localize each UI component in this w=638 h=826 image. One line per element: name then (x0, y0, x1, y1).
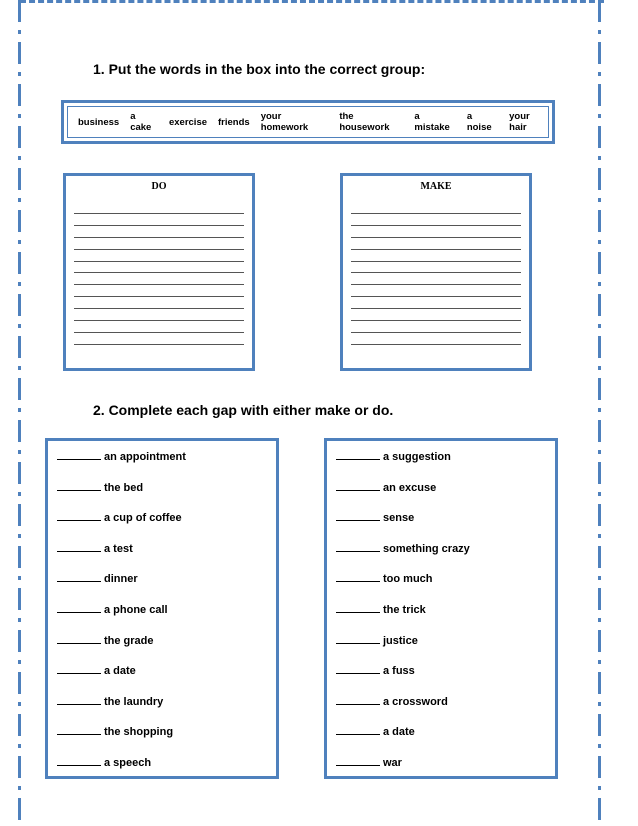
gap-blank[interactable] (57, 695, 101, 705)
page-border-left (18, 0, 21, 826)
word-item: a mistake (414, 111, 450, 133)
section2-heading: 2. Complete each gap with either make or do. (93, 402, 394, 418)
gap-blank[interactable] (336, 664, 380, 674)
gap-item (57, 664, 136, 677)
gap-blank[interactable] (57, 725, 101, 735)
word-item: a noise (466, 111, 492, 133)
gap-blank[interactable] (57, 450, 101, 460)
page-border-top (20, 0, 604, 9)
word-item: friends (218, 116, 250, 128)
gap-item (336, 542, 470, 555)
gap-blank[interactable] (336, 511, 380, 521)
gap-item (57, 695, 163, 708)
gap-item (336, 511, 414, 524)
gap-phrase: a crossword (383, 695, 448, 708)
gap-blank[interactable] (57, 481, 101, 491)
gap-phrase: a suggestion (383, 451, 451, 463)
gap-phrase: sense (383, 512, 415, 525)
gap-box-left (45, 438, 279, 779)
gap-phrase: the trick (383, 604, 426, 616)
gap-item (57, 511, 182, 524)
gap-blank[interactable] (336, 572, 380, 582)
gap-item (57, 572, 138, 585)
gap-phrase: something crazy (383, 542, 470, 555)
gap-phrase: a fuss (383, 665, 415, 678)
gap-blank[interactable] (336, 481, 380, 491)
section1-heading: 1. Put the words in the box into the correct group: (93, 61, 426, 77)
gap-item (336, 695, 448, 708)
gap-phrase: the laundry (104, 695, 164, 708)
gap-item (57, 450, 186, 463)
gap-phrase: an excuse (383, 481, 437, 494)
gap-blank[interactable] (336, 725, 380, 735)
gap-phrase: war (383, 757, 402, 769)
gap-item (57, 634, 154, 647)
gap-phrase: the bed (104, 481, 144, 494)
gap-phrase: too much (383, 573, 433, 586)
gap-item (336, 725, 415, 738)
gap-item (336, 481, 436, 494)
word-box (61, 100, 555, 144)
gap-phrase: dinner (104, 573, 138, 586)
page-border-right (598, 0, 601, 826)
gap-phrase: a cup of coffee (104, 512, 182, 525)
gap-blank[interactable] (57, 572, 101, 582)
word-list (67, 106, 549, 138)
gap-phrase: the grade (104, 634, 154, 647)
gap-phrase: the shopping (104, 726, 174, 739)
gap-blank[interactable] (57, 634, 101, 644)
gap-item (336, 664, 415, 677)
gap-blank[interactable] (336, 695, 380, 705)
gap-blank[interactable] (57, 756, 101, 766)
gap-blank[interactable] (57, 603, 101, 613)
gap-blank[interactable] (336, 603, 380, 613)
gap-phrase: a phone call (104, 604, 168, 616)
do-group-title: DO (151, 181, 167, 192)
gap-blank[interactable] (336, 542, 380, 552)
gap-phrase: a date (383, 726, 415, 739)
gap-phrase: a speech (104, 757, 152, 769)
gap-blank[interactable] (57, 542, 101, 552)
gap-item (336, 756, 402, 769)
gap-item (57, 725, 173, 738)
gap-phrase: justice (383, 634, 418, 647)
gap-item (57, 481, 143, 494)
make-group-title: MAKE (420, 181, 452, 192)
gap-blank[interactable] (336, 756, 380, 766)
gap-item (336, 603, 426, 616)
do-group-box (63, 173, 255, 371)
gap-item (57, 542, 133, 555)
word-item: your hair (509, 111, 530, 133)
gap-blank[interactable] (57, 664, 101, 674)
gap-item (336, 634, 418, 647)
word-item: your homework (260, 111, 309, 133)
gap-phrase: an appointment (104, 451, 186, 463)
gap-item (336, 572, 433, 585)
gap-item (57, 603, 168, 616)
gap-phrase: a test (104, 542, 133, 555)
gap-item (57, 756, 151, 769)
gap-blank[interactable] (336, 634, 380, 644)
word-item: a cake (130, 111, 152, 133)
make-writing-lines[interactable] (351, 213, 521, 356)
gap-blank[interactable] (336, 450, 380, 460)
word-item: business (78, 116, 120, 128)
gap-blank[interactable] (57, 511, 101, 521)
gap-phrase: a date (104, 665, 136, 678)
make-group-box (340, 173, 532, 371)
gap-box-right (324, 438, 558, 779)
do-writing-lines[interactable] (74, 213, 244, 356)
word-item: exercise (168, 116, 208, 128)
gap-item (336, 450, 451, 463)
word-item: the housework (339, 111, 390, 133)
